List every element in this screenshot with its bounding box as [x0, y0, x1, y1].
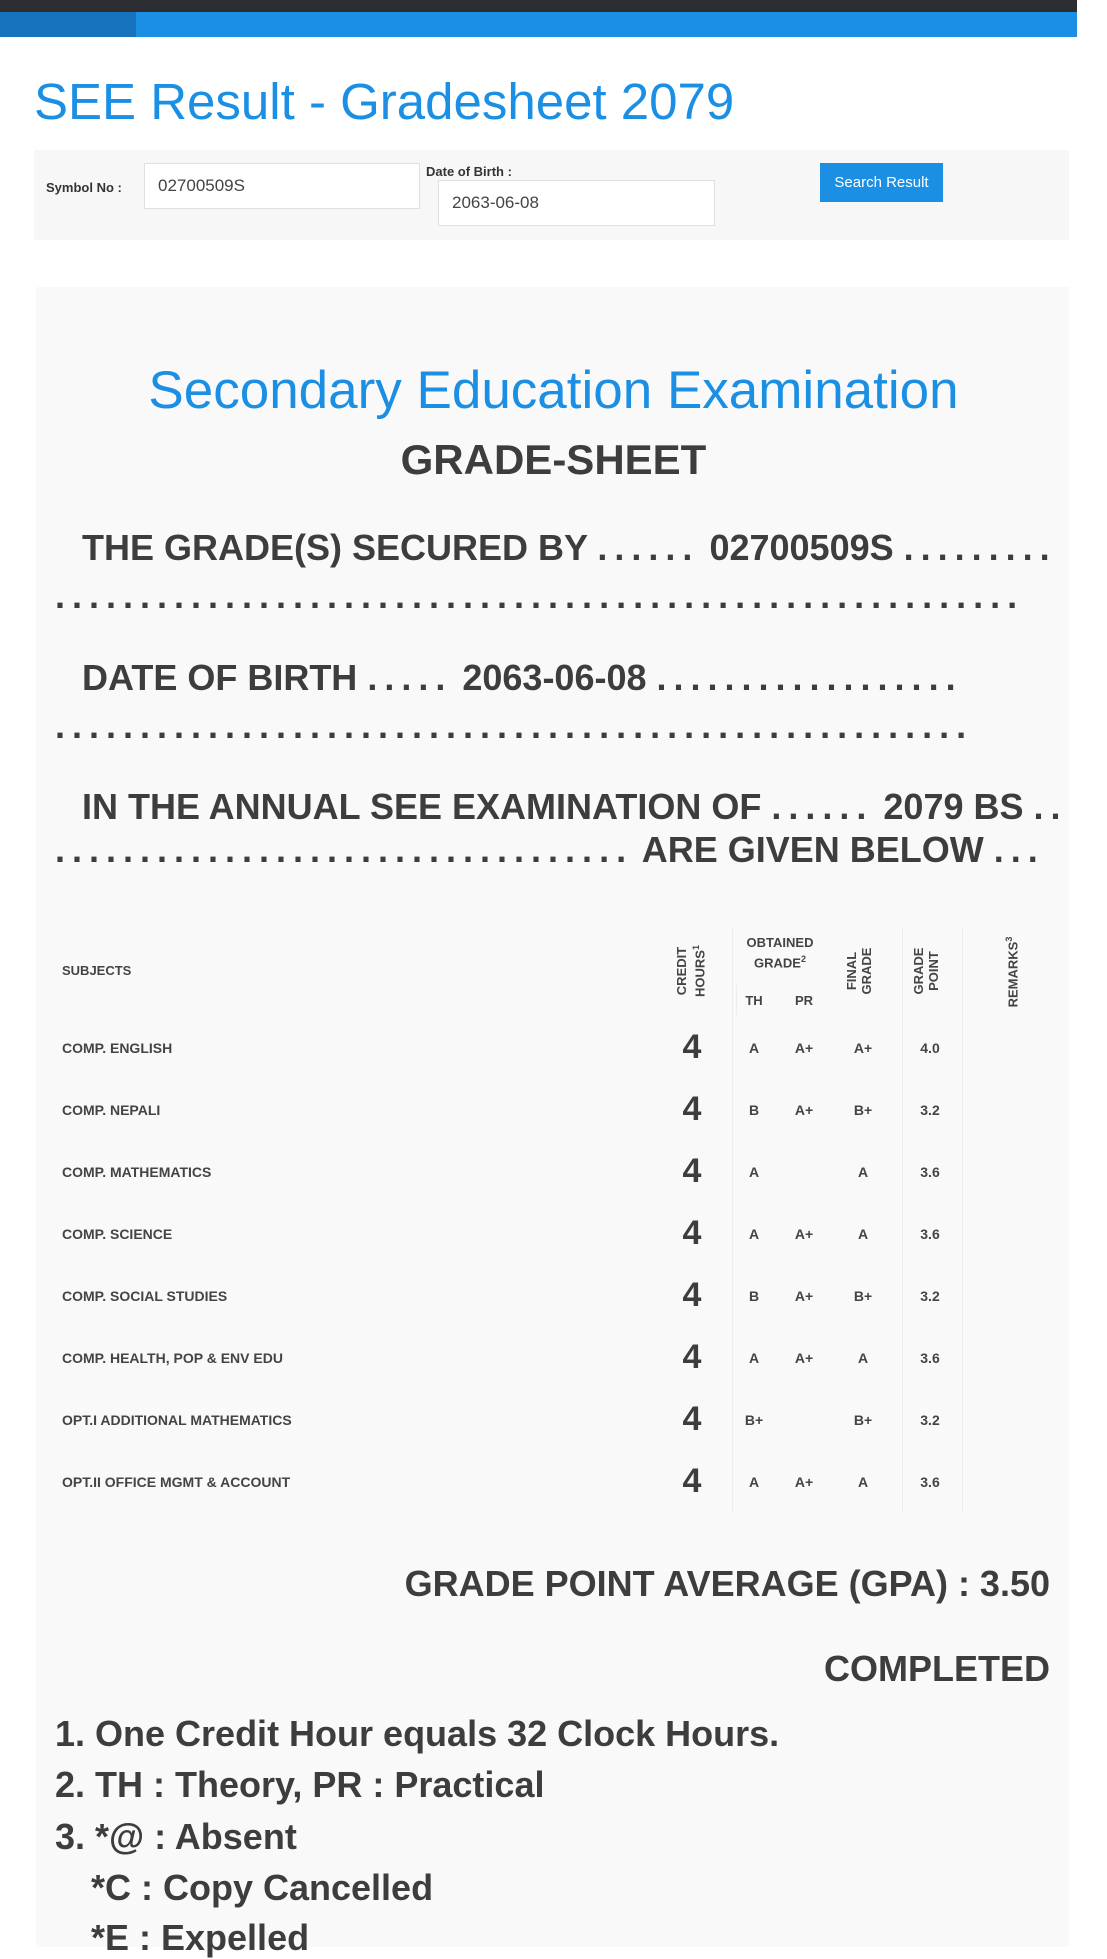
th-header: TH	[745, 993, 763, 1008]
credit-hours-value: 4	[682, 1152, 702, 1190]
symbol-no-input[interactable]	[144, 163, 420, 209]
theory-grade: A	[748, 1164, 760, 1180]
grade-point: 3.6	[920, 1474, 940, 1490]
subject-name: COMP. ENGLISH	[62, 1040, 173, 1056]
dob-input[interactable]	[438, 180, 715, 226]
subject-name: OPT.II OFFICE MGMT & ACCOUNT	[62, 1474, 291, 1490]
practical-grade: A+	[794, 1226, 814, 1242]
theory-grade: B+	[744, 1412, 764, 1428]
dotted-line: .........................................................	[55, 575, 1025, 616]
site-header-bar	[0, 12, 1077, 37]
dob-line-value: 2063-06-08	[462, 657, 647, 698]
subject-name: COMP. SCIENCE	[62, 1226, 173, 1242]
practical-grade: A+	[794, 1288, 814, 1304]
final-grade: A	[857, 1164, 869, 1180]
credit-hours-value: 4	[682, 1090, 702, 1128]
credit-hours-value: 4	[682, 1462, 702, 1500]
pr-header: PR	[794, 993, 814, 1008]
note-copy-cancelled: *C : Copy Cancelled	[91, 1867, 434, 1908]
final-grade: A	[857, 1350, 869, 1366]
grade-point: 4.0	[920, 1040, 940, 1056]
column-divider	[732, 928, 733, 1513]
final-grade-header: FINAL GRADE	[844, 947, 874, 995]
header-bar-accent	[0, 12, 136, 37]
theory-grade: B	[748, 1102, 760, 1118]
status-bar	[0, 0, 1077, 12]
credit-hours-value: 4	[682, 1400, 702, 1438]
grade-point: 3.6	[920, 1350, 940, 1366]
final-grade: A+	[853, 1040, 873, 1056]
search-result-button[interactable]: Search Result	[820, 163, 943, 202]
grade-point: 3.2	[920, 1412, 940, 1428]
exam-line-value: 2079 BS	[883, 786, 1024, 827]
given-below-line: .................................. ARE GIVEN BELOW ...	[55, 829, 1045, 870]
theory-grade: A	[748, 1226, 760, 1242]
obtained-grade-header: OBTAINED GRADE$^2$	[746, 935, 814, 971]
subjects-header: SUBJECTS	[62, 963, 132, 978]
gradesheet-title: GRADE-SHEET	[400, 436, 707, 483]
grade-point: 3.2	[920, 1288, 940, 1304]
grade-point: 3.6	[920, 1226, 940, 1242]
gpa-text: GRADE POINT AVERAGE (GPA) : 3.50	[404, 1563, 1050, 1604]
subject-name: COMP. NEPALI	[62, 1102, 161, 1118]
column-divider	[962, 928, 963, 1513]
final-grade: A	[857, 1226, 869, 1242]
grade-point-header: GRADE POINT	[911, 947, 941, 995]
dob-label: Date of Birth :	[426, 164, 512, 179]
credit-hours-value: 4	[682, 1028, 702, 1066]
subject-name: OPT.I ADDITIONAL MATHEMATICS	[62, 1412, 292, 1428]
credit-hours-header: CREDIT HOURS$^1$	[674, 945, 708, 997]
dotted-line: ......................................................	[55, 705, 974, 746]
practical-grade: A+	[794, 1102, 814, 1118]
secured-by-value: 02700509S	[709, 527, 894, 568]
theory-grade: A	[748, 1350, 760, 1366]
note-th-pr: 2. TH : Theory, PR : Practical	[55, 1764, 545, 1805]
subject-name: COMP. SOCIAL STUDIES	[62, 1288, 228, 1304]
theory-grade: A	[748, 1040, 760, 1056]
theory-grade: B	[748, 1288, 760, 1304]
practical-grade: A+	[794, 1040, 814, 1056]
final-grade: A	[857, 1474, 869, 1490]
credit-hours-value: 4	[682, 1276, 702, 1314]
theory-grade: A	[748, 1474, 760, 1490]
practical-grade: A+	[794, 1350, 814, 1366]
secured-by-line: THE GRADE(S) SECURED BY ...... 02700509S .........	[82, 527, 1057, 568]
subject-name: COMP. HEALTH, POP & ENV EDU	[62, 1350, 283, 1366]
credit-hours-value: 4	[682, 1214, 702, 1252]
grade-point: 3.6	[920, 1164, 940, 1180]
symbol-no-label: Symbol No :	[46, 180, 122, 195]
final-grade: B+	[853, 1288, 873, 1304]
exam-title: Secondary Education Examination	[148, 361, 959, 420]
grade-point: 3.2	[920, 1102, 940, 1118]
note-credit-hour: 1. One Credit Hour equals 32 Clock Hours.	[55, 1713, 780, 1754]
secured-by-label: THE GRADE(S) SECURED BY	[82, 527, 588, 568]
dob-line-label: DATE OF BIRTH	[82, 657, 358, 698]
note-expelled: *E : Expelled	[91, 1917, 310, 1958]
column-divider	[736, 985, 737, 1015]
credit-hours-value: 4	[682, 1338, 702, 1376]
practical-grade: A+	[794, 1474, 814, 1490]
dob-line: DATE OF BIRTH ..... 2063-06-08 ..................	[82, 657, 963, 698]
page-title: SEE Result - Gradesheet 2079	[34, 73, 735, 130]
subject-name: COMP. MATHEMATICS	[62, 1164, 212, 1180]
given-below-text: ARE GIVEN BELOW	[641, 829, 984, 870]
final-grade: B+	[853, 1412, 873, 1428]
final-grade: B+	[853, 1102, 873, 1118]
exam-line: IN THE ANNUAL SEE EXAMINATION OF ...... 2079 BS ..	[82, 786, 1068, 827]
exam-line-label: IN THE ANNUAL SEE EXAMINATION OF	[82, 786, 762, 827]
note-absent: 3. *@ : Absent	[55, 1816, 297, 1857]
column-divider	[902, 928, 903, 1513]
result-status: COMPLETED	[823, 1648, 1050, 1689]
remarks-header: REMARKS$^3$	[1004, 936, 1021, 1008]
